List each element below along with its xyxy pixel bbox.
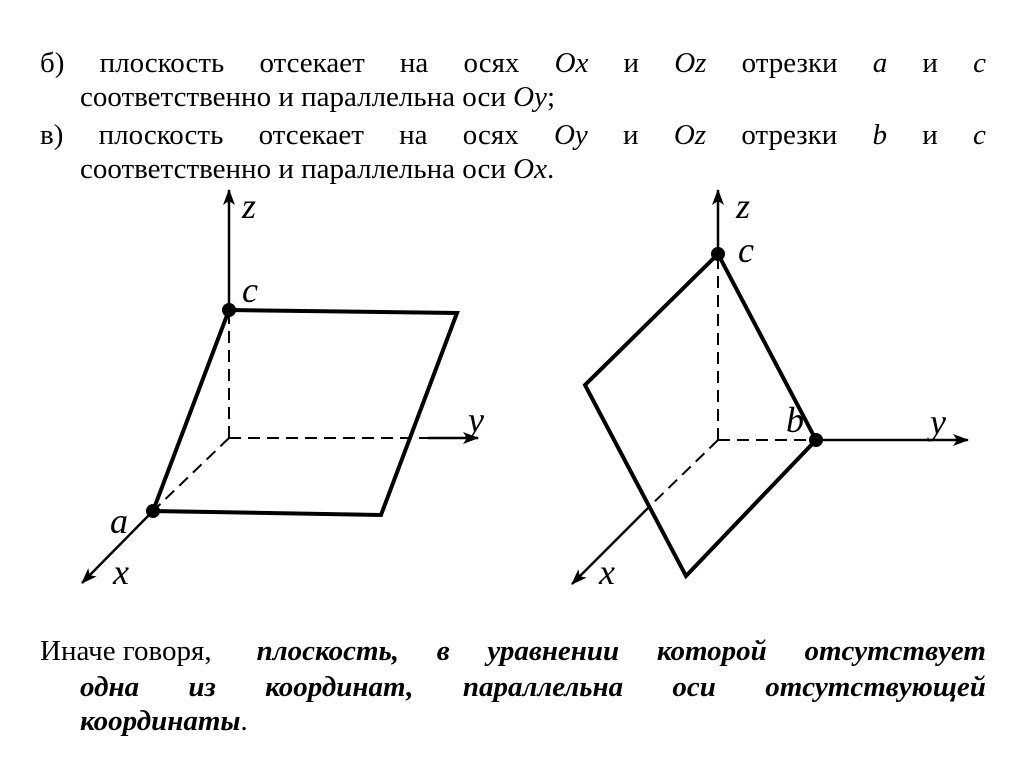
segment-symbol: a: [872, 47, 888, 79]
intercept-point-c: [711, 247, 725, 261]
punctuation: .: [546, 153, 555, 185]
axis-symbol: Oz: [673, 119, 707, 151]
text-run: соответственно и параллельна оси: [80, 81, 514, 113]
axis-label-z: z: [736, 186, 751, 226]
word: на: [399, 47, 429, 79]
word: на: [399, 119, 428, 151]
axis-label-x: x: [113, 552, 129, 592]
word: и: [922, 119, 938, 151]
word: осях: [462, 119, 519, 151]
conclusion-prefix: Иначе говоря,: [40, 635, 219, 667]
word: оси: [672, 671, 716, 703]
word: которой: [656, 635, 767, 667]
word: из: [188, 671, 216, 703]
point-label-a: a: [110, 501, 128, 541]
word: отрезки: [741, 119, 838, 151]
axis-symbol: Oy: [513, 81, 547, 113]
intercept-point-c: [222, 303, 236, 317]
item-b-marker: б): [40, 47, 65, 79]
word: и: [922, 47, 938, 79]
axis-symbol: Ox: [513, 153, 547, 185]
word: отсекает: [259, 47, 365, 79]
x-axis-hidden: [153, 438, 229, 511]
axis-label-z: z: [242, 186, 257, 226]
word: одна: [80, 671, 140, 703]
intercept-point-a: [146, 504, 160, 518]
figure-1-hidden-axes: [153, 310, 428, 511]
word: плоскость: [99, 47, 225, 79]
figure-2-hidden-axes: [648, 254, 816, 508]
word: плоскость: [98, 119, 224, 151]
axis-symbol: Ox: [554, 47, 589, 79]
word: отсутствует: [804, 635, 986, 667]
axis-label-x: x: [599, 552, 615, 592]
word: координат,: [265, 671, 414, 703]
word: отсутствующей: [765, 671, 986, 703]
x-axis-hidden: [648, 440, 718, 508]
punctuation: ;: [546, 81, 556, 113]
point-label-c: c: [738, 230, 754, 270]
conclusion-line-1: [40, 634, 986, 668]
word: уравнении: [487, 635, 620, 667]
word: и: [623, 47, 640, 79]
point-label-c: c: [242, 270, 258, 310]
axis-label-y: y: [468, 400, 484, 440]
word: в: [436, 635, 450, 667]
word: и: [623, 119, 639, 151]
conclusion-line-2: [80, 670, 986, 704]
word: параллельна: [462, 671, 624, 703]
intercept-point-b: [809, 433, 823, 447]
item-v-marker: в): [40, 119, 64, 151]
plane-parallel-oy: [153, 310, 457, 515]
punctuation: .: [240, 705, 248, 737]
segment-symbol: c: [973, 47, 986, 79]
word: осях: [463, 47, 520, 79]
text-run: соответственно и параллельна оси: [80, 153, 514, 185]
segment-symbol: b: [872, 119, 887, 151]
figure-2: [572, 186, 968, 592]
figure-2-axes: [572, 190, 968, 584]
plane-parallel-ox: [585, 254, 816, 576]
word: координаты: [80, 705, 241, 737]
axis-label-y: y: [930, 402, 946, 442]
axis-symbol: Oz: [674, 47, 707, 79]
segment-symbol: c: [973, 119, 986, 151]
figure-1-axes: [82, 190, 478, 583]
figure-1: [82, 186, 484, 592]
axis-symbol: Oy: [553, 119, 588, 151]
conclusion-line-3: [80, 704, 248, 738]
word: отрезки: [741, 47, 838, 79]
point-label-b: b: [786, 400, 804, 440]
word: плоскость,: [256, 635, 400, 667]
word: отсекает: [258, 119, 364, 151]
